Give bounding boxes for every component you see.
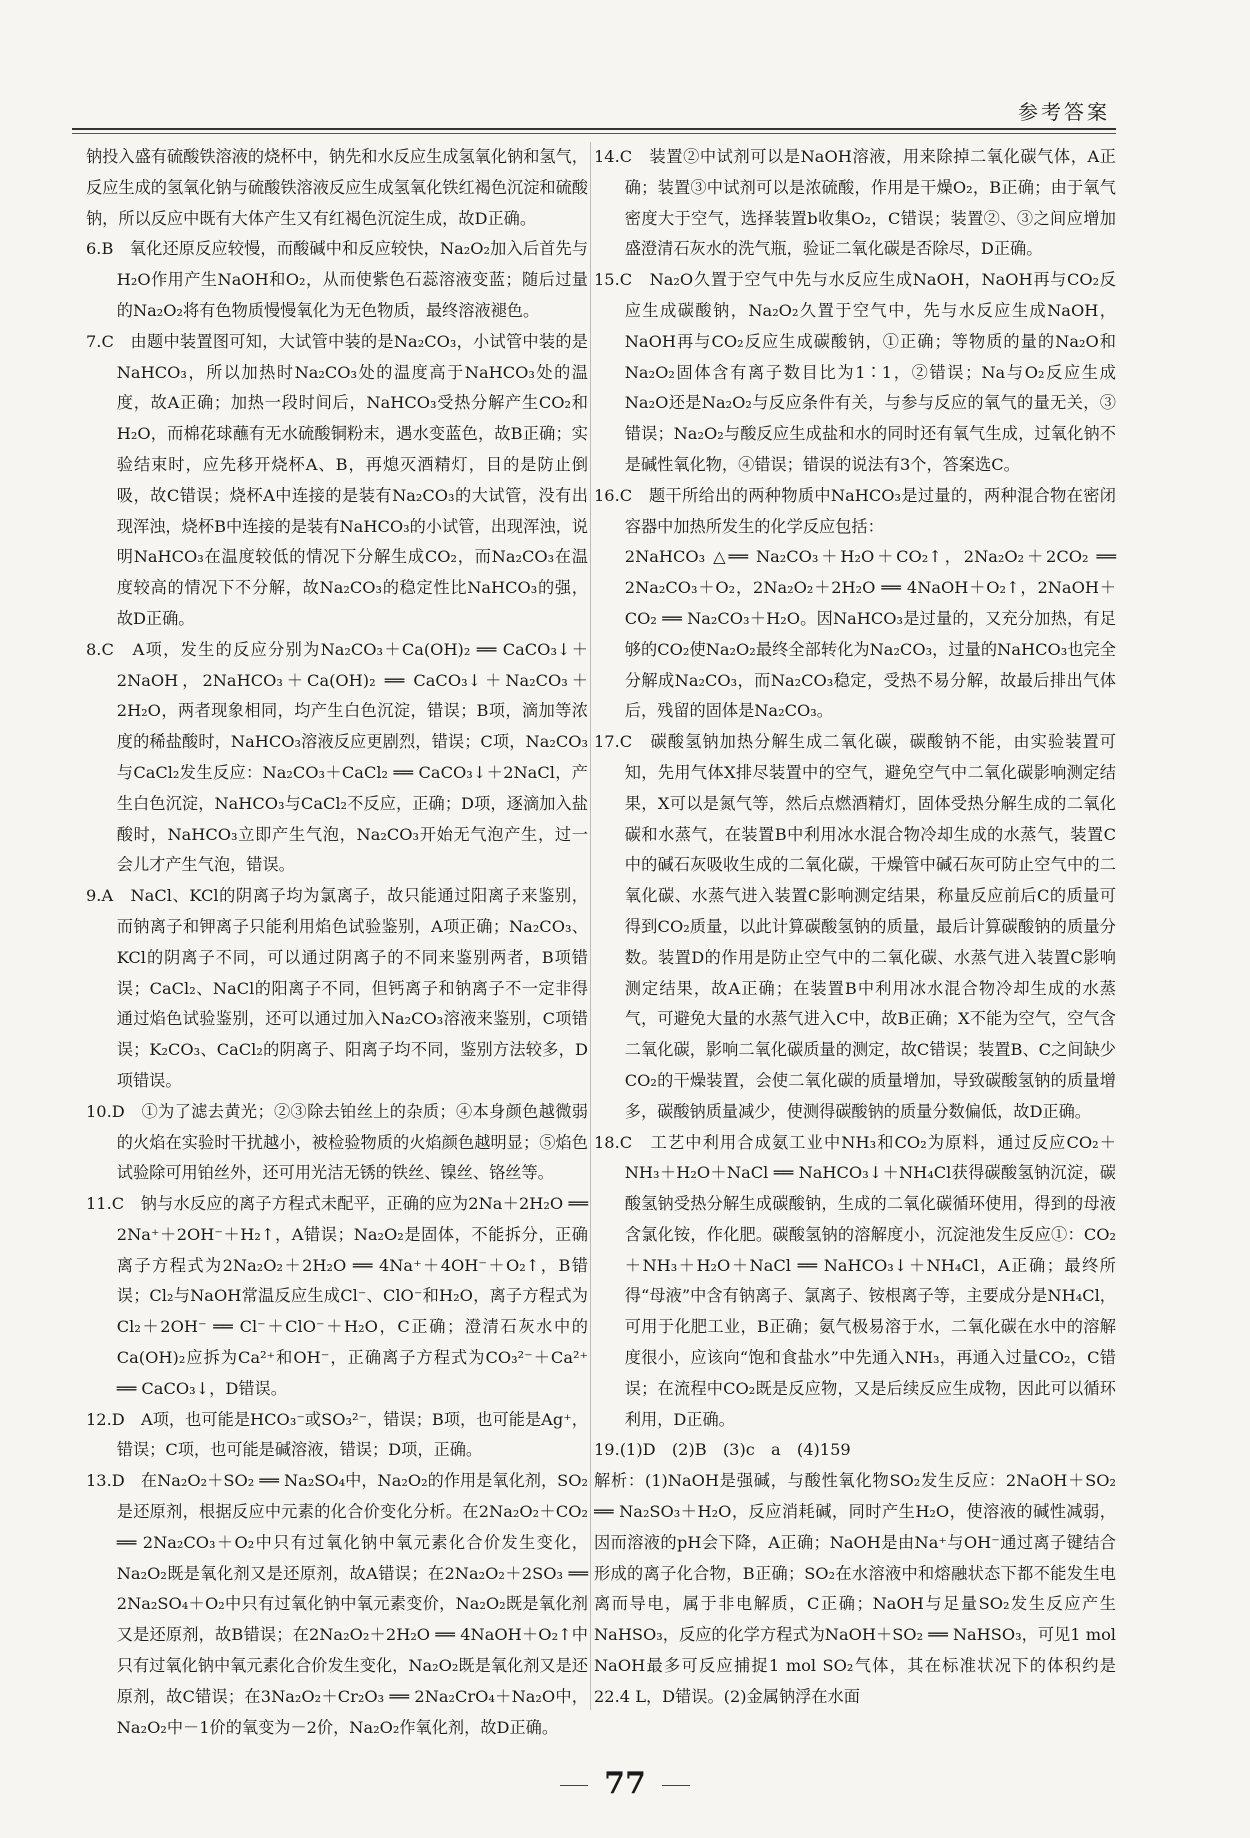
left-column xyxy=(86,142,588,1737)
answer-item-6: 6.B 氧化还原反应较慢，而酸碱中和反应较快，Na₂O₂加入后首先与H₂O作用产生NaOH和O₂，从而使紫色石蕊溶液变蓝；随后过量的Na₂O₂将有色物质慢慢氧化为无色物质，最终溶液褪色。 xyxy=(86,239,588,320)
answer-item-8: 8.C A项，发生的反应分别为Na₂CO₃＋Ca(OH)₂ ══ CaCO₃↓＋2NaOH，2NaHCO₃＋Ca(OH)₂ ══ CaCO₃↓＋Na₂CO₃＋2H₂O，两者现象相同，均产生白色沉淀，错误；B项，滴加等浓度的稀盐酸时，NaHCO₃溶液反应更剧烈，错误；C项，Na₂CO₃与CaCl₂发生反应：Na₂CO₃＋CaCl₂ ══ CaCO₃↓＋2NaCl，产生白色沉淀，NaHCO₃与CaCl₂不反应，正确；D项，逐滴加入盐酸时，NaHCO₃立即产生气泡，Na₂CO₃开始无气泡产生，过一会儿才产生气泡，错误。 xyxy=(86,639,588,875)
answer-item-18: 18.C 工艺中利用合成氨工业中NH₃和CO₂为原料，通过反应CO₂＋NH₃＋H₂O＋NaCl ══ NaHCO₃↓＋NH₄Cl获得碳酸氢钠沉淀，碳酸氢钠受热分解生成碳酸钠，生成的二氧化碳循环使用，得到的母液含氯化铵，作化肥。碳酸氢钠的溶解度小，沉淀池发生反应①：CO₂＋NH₃＋H₂O＋NaCl ══ NaHCO₃↓＋NH₄Cl，A正确；最终所得“母液”中含有钠离子、氯离子、铵根离子等，主要成分是NH₄Cl，可用于化肥工业，B正确；氨气极易溶于水，二氧化碳在水中的溶解度很小，应该向“饱和食盐水”中先通入NH₃，再通入过量CO₂，C错误；在流程中CO₂既是反应物，又是后续反应生成物，因此可以循环利用，D正确。 xyxy=(594,1132,1116,1429)
answer-item-16-equations: 2NaHCO₃ △══ Na₂CO₃＋H₂O＋CO₂↑，2Na₂O₂＋2CO₂ ══ 2Na₂CO₃＋O₂，2Na₂O₂＋2H₂O ══ 4NaOH＋O₂↑，2NaOH＋CO₂ ══ Na₂CO₃＋H₂O。因NaHCO₃是过量的，又充分加热，有足够的CO₂使Na₂O₂最终全部转化为Na₂CO₃，过量的NaHCO₃也完全分解成Na₂CO₃，而Na₂CO₃稳定，受热不易分解，故最后排出气体后，残留的固体是Na₂CO₃。 xyxy=(624,547,1116,721)
answer-item-15: 15.C Na₂O久置于空气中先与水反应生成NaOH，NaOH再与CO₂反应生成碳酸钠，Na₂O₂久置于空气中，先与水反应生成NaOH，NaOH再与CO₂反应生成碳酸钠，①正确；等物质的量的Na₂O和Na₂O₂固体含有离子数目比为1∶1，②错误；Na与O₂反应生成Na₂O还是Na₂O₂与反应条件有关，与参与反应的氧气的量无关，③错误；Na₂O₂与酸反应生成盐和水的同时还有氧气生成，过氧化钠不是碱性氧化物，④错误；错误的说法有3个，答案选C。 xyxy=(594,270,1116,474)
header-title: 参考答案 xyxy=(1018,100,1110,124)
answer-item-7: 7.C 由题中装置图可知，大试管中装的是Na₂CO₃，小试管中装的是NaHCO₃，所以加热时Na₂CO₃处的温度高于NaHCO₃处的温度，故A正确；加热一段时间后，NaHCO₃受热分解产生CO₂和H₂O，而棉花球蘸有无水硫酸铜粉末，遇水变蓝色，故B正确；实验结束时，应先移开烧杯A、B，再熄灭酒精灯，目的是防止倒吸，故C错误；烧杯A中连接的是装有Na₂CO₃的大试管，没有出现浑浊，烧杯B中连接的是装有NaHCO₃的小试管，出现浑浊，说明NaHCO₃在温度较低的情况下分解生成CO₂，而Na₂CO₃在温度较高的情况下不分解，故Na₂CO₃的稳定性比NaHCO₃的强，故D正确。 xyxy=(86,331,588,628)
right-column xyxy=(594,142,1116,1706)
answer-item-14: 14.C 装置②中试剂可以是NaOH溶液，用来除掉二氧化碳气体，A正确；装置③中试剂可以是浓硫酸，作用是干燥O₂，B正确；由于氧气密度大于空气，选择装置b收集O₂，C错误；装置②、③之间应增加盛澄清石灰水的洗气瓶，验证二氧化碳是否除尽，D正确。 xyxy=(594,147,1116,259)
page-number: 77 xyxy=(0,1766,1250,1801)
answer-item-12: 12.D A项，也可能是HCO₃⁻或SO₃²⁻，错误；B项，也可能是Ag⁺，错误；C项，也可能是碱溶液，错误；D项，正确。 xyxy=(86,1409,588,1460)
answer-item-13: 13.D 在Na₂O₂＋SO₂ ══ Na₂SO₄中，Na₂O₂的作用是氧化剂，SO₂是还原剂，根据反应中元素的化合价变化分析。在2Na₂O₂＋CO₂ ══ 2Na₂CO₃＋O₂中只有过氧化钠中氧元素化合价发生变化，Na₂O₂既是氧化剂又是还原剂，故A错误；在2Na₂O₂＋2SO₃ ══ 2Na₂SO₄＋O₂中只有过氧化钠中氧元素变价，Na₂O₂既是氧化剂又是还原剂，故B错误；在2Na₂O₂＋2H₂O ══ 4NaOH＋O₂↑中只有过氧化钠中氧元素化合价发生变化，Na₂O₂既是氧化剂又是还原剂，故C错误；在3Na₂O₂＋Cr₂O₃ ══ 2Na₂CrO₄＋Na₂O中，Na₂O₂中－1价的氧变为－2价，Na₂O₂作氧化剂，故D正确。 xyxy=(86,1471,588,1737)
header-rule xyxy=(72,128,1116,134)
answer-item-10: 10.D ①为了滤去黄光；②③除去铂丝上的杂质；④本身颜色越微弱的火焰在实验时干扰越小，被检验物质的火焰颜色越明显；⑤焰色试验除可用铂丝外，还可用光洁无锈的铁丝、镍丝、铬丝等。 xyxy=(86,1101,588,1183)
answer-item-9: 9.A NaCl、KCl的阴离子均为氯离子，故只能通过阳离子来鉴别，而钠离子和钾离子只能利用焰色试验鉴别，A项正确；Na₂CO₃、KCl的阴离子不同，可以通过阴离子的不同来鉴别两者，B项错误；CaCl₂、NaCl的阳离子不同，但钙离子和钠离子不一定非得通过焰色试验鉴别，还可以通过加入Na₂CO₃溶液来鉴别，C项错误；K₂CO₃、CaCl₂的阴离子、阳离子均不同，鉴别方法较多，D项错误。 xyxy=(86,886,588,1090)
answer-item-19: 19.(1)D (2)B (3)c a (4)159 xyxy=(594,1440,851,1460)
column-divider xyxy=(590,142,591,1710)
answer-item-16: 16.C 题干所给出的两种物质中NaHCO₃是过量的，两种混合物在密闭容器中加热所发生的化学反应包括： xyxy=(594,485,1116,536)
answer-item-19-analysis: 解析：(1)NaOH是强碱，与酸性氧化物SO₂发生反应：2NaOH＋SO₂ ══ Na₂SO₃＋H₂O，反应消耗碱，同时产生H₂O，使溶液的碱性减弱，因而溶液的pH会下降，A正确；NaOH是由Na⁺与OH⁻通过离子键结合形成的离子化合物，B正确；SO₂在水溶液中和熔融状态下都不能发生电离而导电，属于非电解质，C正确；NaOH与足量SO₂发生反应产生NaHSO₃，反应的化学方程式为NaOH＋SO₂ ══ NaHSO₃，可见1 mol NaOH最多可反应捕捉1 mol SO₂气体，其在标准状况下的体积约是22.4 L，D错误。(2)金属钠浮在水面 xyxy=(594,1471,1116,1706)
answer-paragraph: 钠投入盛有硫酸铁溶液的烧杯中，钠先和水反应生成氢氧化钠和氢气，反应生成的氢氧化钠与硫酸铁溶液反应生成氢氧化铁红褐色沉淀和硫酸钠，所以反应中既有大体产生又有红褐色沉淀生成，故D正确。 xyxy=(86,147,588,228)
answer-item-11: 11.C 钠与水反应的离子方程式未配平，正确的应为2Na＋2H₂O ══ 2Na⁺＋2OH⁻＋H₂↑，A错误；Na₂O₂是固体，不能拆分，正确离子方程式为2Na₂O₂＋2H₂O ══ 4Na⁺＋4OH⁻＋O₂↑，B错误；Cl₂与NaOH常温反应生成Cl⁻、ClO⁻和H₂O，离子方程式为Cl₂＋2OH⁻ ══ Cl⁻＋ClO⁻＋H₂O，C正确；澄清石灰水中的Ca(OH)₂应拆为Ca²⁺和OH⁻，正确离子方程式为CO₃²⁻＋Ca²⁺ ══ CaCO₃↓，D错误。 xyxy=(86,1194,588,1398)
answer-item-17: 17.C 碳酸氢钠加热分解生成二氧化碳，碳酸钠不能，由实验装置可知，先用气体X排尽装置中的空气，避免空气中二氧化碳影响测定结果，X可以是氮气等，然后点燃酒精灯，固体受热分解生成的二氧化碳和水蒸气，在装置B中利用冰水混合物冷却生成的水蒸气，装置C中的碱石灰吸收生成的二氧化碳，干燥管中碱石灰可防止空气中的二氧化碳、水蒸气进入装置C影响测定结果，称量反应前后C的质量可得到CO₂质量，以此计算碳酸氢钠的质量，最后计算碳酸钠的质量分数。装置D的作用是防止空气中的二氧化碳、水蒸气进入装置C影响测定结果，故A正确；在装置B中利用冰水混合物冷却生成的水蒸气，可避免大量的水蒸气进入C中，故B正确；X不能为空气，空气含二氧化碳，影响二氧化碳质量的测定，故C错误；装置B、C之间缺少CO₂的干燥装置，会使二氧化碳的质量增加，导致碳酸氢钠的质量增多，碳酸钠质量减少，使测得碳酸钠的质量分数偏低，故D正确。 xyxy=(594,732,1116,1121)
